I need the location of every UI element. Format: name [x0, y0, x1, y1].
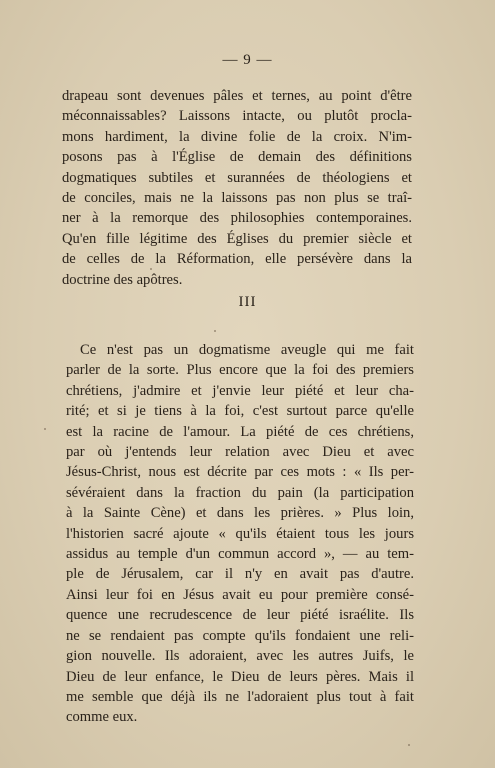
text-line: doctrine des apôtres. — [62, 271, 183, 288]
text-line: me semble que déjà ils ne l'adoraient plus tout à fait — [66, 688, 414, 705]
text-line: de conciles, mais ne la laissons pas non plus se traî- — [62, 190, 412, 207]
text-line: posons pas à l'Église de demain des définitions — [62, 149, 412, 166]
text-line: Ce n'est pas un dogmatisme aveugle qui me fait — [80, 342, 414, 358]
text-line: Dieu de leur enfance, le Dieu de leurs pères. Mais il — [66, 668, 414, 685]
text-line: comme eux. — [66, 709, 138, 726]
text-line: ne se rendaient pas compte qu'ils fondaient une reli- — [66, 627, 414, 644]
text-line: sévéraient dans la fraction du pain (la participation — [66, 484, 414, 501]
text-line: Qu'en fille légitime des Églises du premier siècle et — [62, 230, 412, 247]
text-line: ple de Jérusalem, car il n'y en avait pas d'autre. — [66, 566, 414, 583]
text-line: chrétiens, j'admire et j'envie leur piété et leur cha- — [66, 382, 414, 399]
text-line: rité; et si je tiens à la foi, c'est surtout parce qu'elle — [66, 403, 414, 420]
paragraph-2 — [66, 340, 414, 728]
text-line: quence une recrudescence de leur piété israélite. Ils — [66, 607, 414, 624]
text-line: par où j'entends leur relation avec Dieu et avec — [66, 444, 414, 461]
paper-speck — [408, 744, 410, 746]
text-line: dogmatiques subtiles et surannées de théologiens et — [62, 169, 412, 186]
page-number: — 9 — — [222, 52, 273, 68]
text-line: l'historien sacré ajoute « qu'ils étaient tous les jours — [66, 525, 414, 542]
text-line: Ainsi leur foi en Jésus avait eu pour première consé- — [66, 586, 414, 603]
text-line: mons hardiment, la divine folie de la croix. N'im- — [62, 128, 412, 145]
paper-speck — [150, 268, 152, 270]
section-heading: III — [238, 294, 257, 310]
text-line: gion nouvelle. Ils adoraient, avec les autres Juifs, le — [66, 648, 414, 665]
text-line: parler de la sorte. Plus encore que la foi des premiers — [66, 362, 414, 379]
paper-speck — [214, 330, 216, 332]
text-line: assidus au temple d'un commun accord », — au tem- — [66, 546, 414, 563]
text-line: ner à la remorque des philosophies contemporaines. — [62, 210, 412, 227]
text-line: méconnaissables? Laissons intacte, ou plutôt procla- — [62, 108, 412, 125]
paragraph-1 — [62, 86, 412, 290]
text-line: à la Sainte Cène) et dans les prières. » Plus loin, — [66, 505, 414, 522]
paper-speck — [44, 428, 46, 430]
text-line: de celles de la Réformation, elle persévère dans la — [62, 251, 412, 268]
text-line: est la racine de l'amour. La piété de ces chrétiens, — [66, 423, 414, 440]
text-line: drapeau sont devenues pâles et ternes, au point d'être — [62, 88, 412, 104]
text-line: Jésus-Christ, nous est décrite par ces mots : « Ils per- — [66, 464, 414, 481]
